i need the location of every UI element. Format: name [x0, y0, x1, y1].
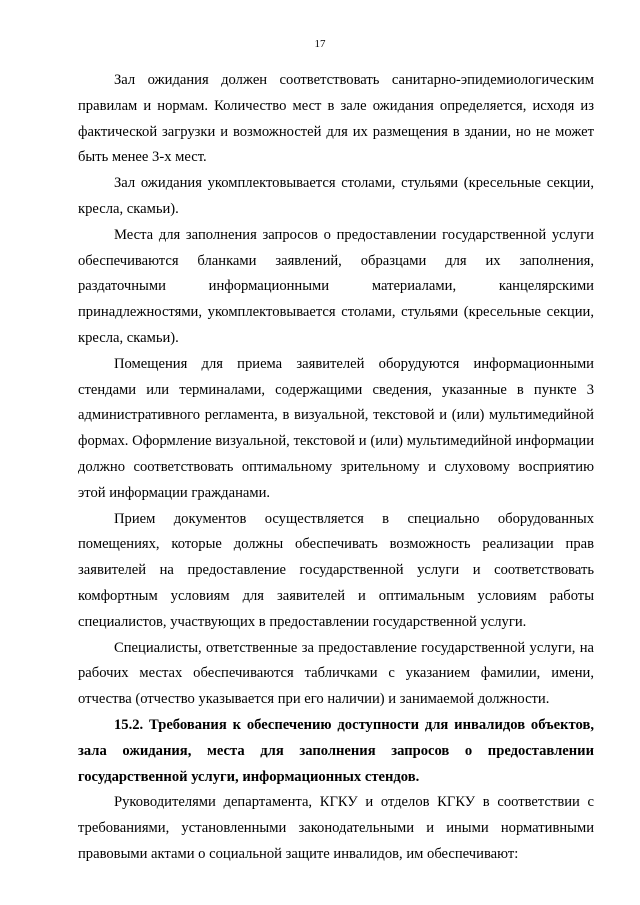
paragraph-specialists: Специалисты, ответственные за предоставление государственной услуги, на рабочих местах обеспечиваются табличками с указанием фамилии, имени, отчества (отчество указывается при его наличии) и занимаемой должности.	[78, 639, 594, 708]
paragraph-document-reception: Прием документов осуществляется в специально оборудованных помещениях, которые должны обеспечивать возможность реализации прав заявителей на предоставление государственной услуги и соответствовать комфортным условиям для заявителей и оптимальным условиям работы специалистов, участвующих в предоставлении государственной услуги.	[78, 510, 594, 630]
paragraph-waiting-room: Зал ожидания должен соответствовать санитарно-эпидемиологическим правилам и нормам. Количество мест в зале ожидания определяется, исходя из фактической загрузки и возможностей для их размещения в здании, но не может быть менее 3-х мест.	[78, 72, 594, 166]
section-heading: 15.2. Требования к обеспечению доступности для инвалидов объектов, зала ожидания, места для заполнения запросов о предоставлении государственной услуги, информационных стендов.	[78, 716, 594, 785]
paragraph-reception-rooms: Помещения для приема заявителей оборудуются информационными стендами или терминалами, содержащими сведения, указанные в пункте 3 административного регламента, в визуальной, текстовой и (или) мультимедийной формах. Оформление визуальной, текстовой и (или) мультимедийной информации должно соответствовать оптимальному зрительному и слуховому восприятию этой информации гражданами.	[78, 355, 594, 501]
paragraph-request-places: Места для заполнения запросов о предоставлении государственной услуги обеспечиваются бланками заявлений, образцами для их заполнения, раздаточными информационными материалами, канцелярскими принадлежностями, укомплектовывается столами, стульями (кресельные секции, кресла, скамьи).	[78, 226, 594, 346]
paragraph-management: Руководителями департамента, КГКУ и отделов КГКУ в соответствии с требованиями, установленными законодательными и иными нормативными правовыми актами о социальной защите инвалидов, им обеспечивают:	[78, 794, 594, 862]
page-number: 17	[314, 38, 326, 50]
paragraph-waiting-room-furniture: Зал ожидания укомплектовывается столами, стульями (кресельные секции, кресла, скамьи).	[78, 175, 594, 217]
document-body	[78, 68, 594, 868]
